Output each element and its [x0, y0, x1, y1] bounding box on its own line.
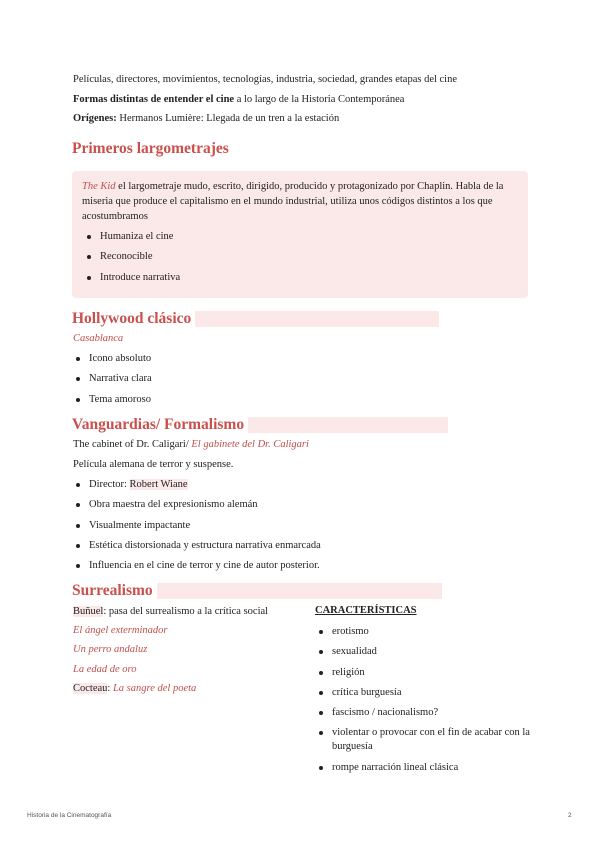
heading-highlight-bar	[195, 311, 439, 327]
callout-the-kid	[72, 171, 528, 298]
intro-line-formas	[73, 93, 404, 107]
list-item: Visualmente impactante	[73, 519, 321, 539]
list-item: erotismo	[316, 625, 532, 639]
heading-vanguardias-formalismo	[72, 416, 448, 434]
list-item: religión	[316, 666, 532, 680]
bunuel-name: Buñuel	[73, 606, 104, 617]
bunuel-rest: : pasa del surrealismo a la crítica social	[103, 606, 269, 617]
cocteau-line: Cocteau: La sangre del poeta	[73, 683, 197, 694]
caligari-es: El gabinete del Dr. Caligari	[188, 439, 309, 450]
the-kid-description: el largometraje mudo, escrito, dirigido, producido y protagonizado por Chaplin. Habla de la miseria que produce el capitalismo en el mundo industrial, utiliza unos códigos distintos a los que acostumbramos	[82, 181, 504, 222]
origenes-rest: Hermanos Lumière: Llegada de un tren a la estación	[116, 113, 340, 124]
heading-hollywood-clasico	[72, 310, 439, 328]
heading-surrealismo	[72, 582, 442, 600]
list-item: crítica burguesía	[316, 686, 532, 700]
cocteau-name: Cocteau	[73, 683, 108, 694]
list-item: Influencia en el cine de terror y cine de autor posterior.	[73, 559, 321, 579]
film-edad-de-oro: La edad de oro	[73, 664, 137, 675]
caligari-en: The cabinet of Dr. Caligari/	[73, 439, 189, 450]
page-number: 2	[568, 812, 572, 819]
list-item: Reconocible	[84, 250, 180, 270]
list-item: Obra maestra del expresionismo alemán	[73, 498, 321, 518]
vanguardias-title: Vanguardias/ Formalismo	[72, 416, 245, 433]
bunuel-line	[73, 605, 268, 619]
list-item: Introduce narrativa	[84, 271, 180, 291]
list-item: Narrativa clara	[73, 372, 152, 392]
list-item: Humaniza el cine	[84, 230, 180, 250]
list-item: Estética distorsionada y estructura narrativa enmarcada	[73, 539, 321, 559]
formas-bold: Formas distintas de entender el cine	[73, 94, 235, 105]
film-the-kid: The Kid	[82, 181, 116, 192]
heading-highlight-bar	[248, 417, 448, 433]
film-sangre-del-poeta: La sangre del poeta	[112, 683, 197, 694]
intro-line-topics: Películas, directores, movimientos, tecnologías, industria, sociedad, grandes etapas del cine	[73, 74, 458, 85]
caligari-title-line	[73, 438, 309, 452]
list-item: Icono absoluto	[73, 352, 152, 372]
formas-rest: a lo largo de la Historia Contemporánea	[234, 94, 405, 105]
list-item: Tema amoroso	[73, 393, 152, 413]
primeros-list	[84, 230, 180, 291]
film-perro-andaluz: Un perro andaluz	[73, 644, 148, 655]
vanguardias-list	[73, 478, 321, 579]
list-item: violentar o provocar con el fin de acabar con la burguesía	[316, 726, 532, 754]
origenes-bold: Orígenes:	[73, 113, 117, 124]
footer-title: Historia de la Cinematografía	[27, 812, 112, 819]
list-item: sexualidad	[316, 645, 532, 659]
film-casablanca: Casablanca	[73, 333, 124, 344]
intro-line-origenes	[73, 112, 339, 126]
heading-highlight-bar	[157, 583, 442, 599]
callout-text	[82, 179, 520, 224]
caracteristicas-list	[316, 625, 532, 781]
heading-primeros-largometrajes: Primeros largometrajes	[72, 140, 229, 157]
list-item: fascismo / nacionalismo?	[316, 706, 532, 720]
hollywood-title: Hollywood clásico	[72, 310, 192, 327]
caligari-description: Película alemana de terror y suspense.	[73, 459, 234, 470]
list-item: rompe narración lineal clásica	[316, 761, 532, 775]
film-angel-exterminador: El ángel exterminador	[73, 625, 168, 636]
caracteristicas-heading: CARACTERÍSTICAS	[315, 605, 417, 616]
list-item-director: Director: Robert Wiane	[73, 478, 321, 498]
surrealismo-title: Surrealismo	[72, 582, 153, 599]
director-name: Robert Wiane	[129, 479, 188, 490]
hollywood-list	[73, 352, 152, 413]
